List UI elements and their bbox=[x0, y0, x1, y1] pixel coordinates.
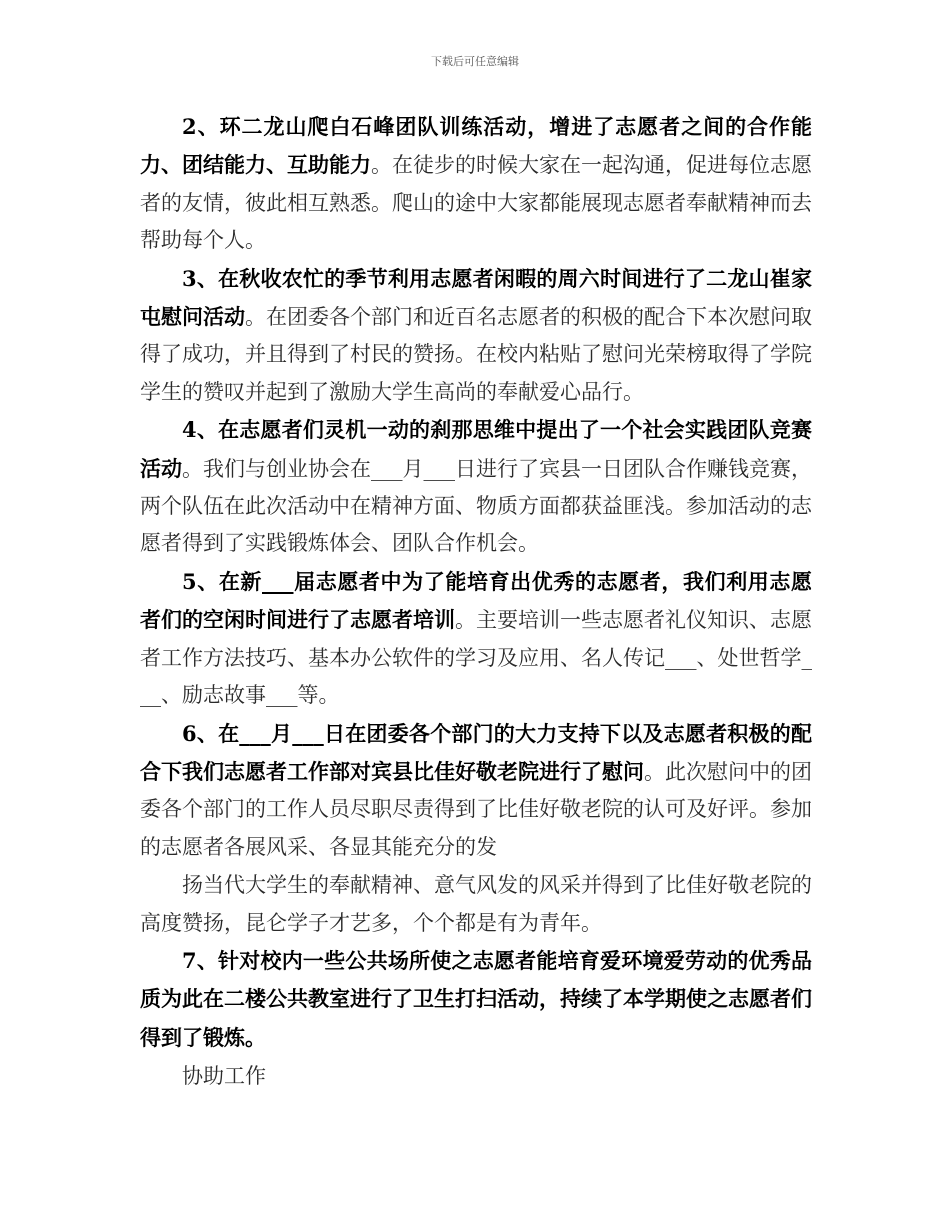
paragraph-item-5 bbox=[140, 563, 812, 715]
paragraph-text: 。在徒步的时候大家在一起沟通，促进每位志愿者的友情，彼此相互熟悉。爬山的途中大家都能展现志愿者奉献精神而去帮助每个人。 bbox=[140, 153, 812, 253]
document-body bbox=[140, 108, 812, 1096]
paragraph-text: 扬当代大学生的奉献精神、意气风发的风采并得到了比佳好敬老院的高度赞扬，昆仑学子才艺多，个个都是有为青年。 bbox=[140, 873, 812, 935]
paragraph-lead: 6、在___月___日在团委各个部门的大力支持下以及志愿者积极的配合下我们志愿者工作部对宾县比佳好敬老院进行了慰问 bbox=[140, 720, 812, 784]
paragraph-lead: 2、环二龙山爬白石峰团队训练活动，增进了志愿者之间的合作能力、团结能力、互助能力 bbox=[140, 114, 812, 178]
paragraph-item-3 bbox=[140, 260, 812, 412]
paragraph-item-4 bbox=[140, 411, 812, 563]
paragraph-item-2 bbox=[140, 108, 812, 260]
paragraph-item-7 bbox=[140, 942, 812, 1057]
paragraph-text: 。在团委各个部门和近百名志愿者的积极的配合下本次慰问取得了成功，并且得到了村民的赞扬。在校内粘贴了慰问光荣榜取得了学院学生的赞叹并起到了激励大学生高尚的奉献爱心品行。 bbox=[140, 305, 812, 404]
page-header: 下载后可任意编辑 bbox=[431, 55, 519, 68]
paragraph-lead: 3、在秋收农忙的季节利用志愿者闲暇的周六时间进行了二龙山崔家屯慰问活动 bbox=[140, 265, 812, 330]
paragraph-text: 。主要培训一些志愿者礼仪知识、志愿者工作方法技巧、基本办公软件的学习及应用、名人传记___、处世哲学___、励志故事___等。 bbox=[140, 608, 812, 708]
paragraph-lead: 4、在志愿者们灵机一动的刹那思维中提出了一个社会实践团队竞赛活动 bbox=[140, 417, 812, 481]
paragraph-item-6-continued bbox=[140, 866, 812, 942]
paragraph-lead: 7、针对校内一些公共场所使之志愿者能培育爱环境爱劳动的优秀品质为此在二楼公共教室进行了卫生打扫活动，持续了本学期使之志愿者们得到了锻炼。 bbox=[140, 947, 812, 1050]
paragraph-text: 。此次慰问中的团委各个部门的工作人员尽职尽责得到了比佳好敬老院的认可及好评。参加的志愿者各展风采、各显其能充分的发 bbox=[140, 759, 812, 859]
paragraph-text: 。我们与创业协会在___月___日进行了宾县一日团队合作赚钱竞赛，两个队伍在此次活动中在精神方面、物质方面都获益匪浅。参加活动的志愿者得到了实践锻炼体会、团队合作机会。 bbox=[140, 456, 812, 556]
section-heading-assist-work bbox=[140, 1057, 812, 1095]
paragraph-item-6 bbox=[140, 715, 812, 867]
paragraph-lead: 5、在新___届志愿者中为了能培育出优秀的志愿者，我们利用志愿者们的空闲时间进行了志愿者培训 bbox=[140, 568, 812, 633]
paragraph-text: 协助工作 bbox=[182, 1064, 266, 1089]
